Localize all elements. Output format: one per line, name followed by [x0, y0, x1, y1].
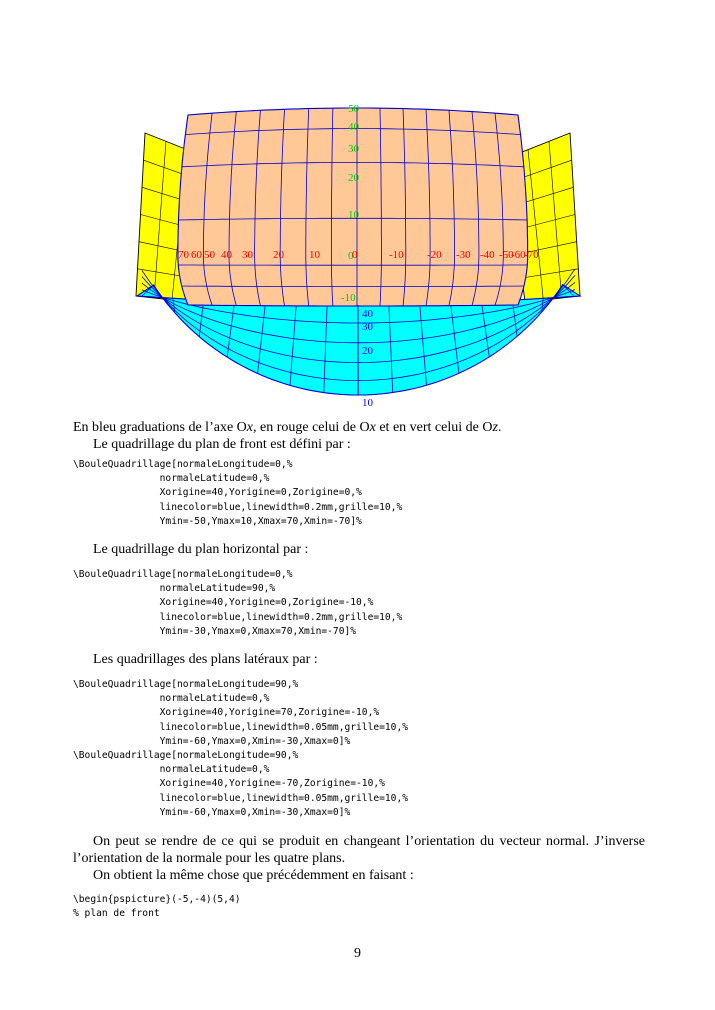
lateral-intro-block: [73, 651, 645, 668]
para-same: On obtient la même chose que précédemment en faisant :: [93, 868, 414, 883]
page-number: 9: [354, 946, 361, 961]
x-axis-label: 20: [273, 249, 284, 261]
x-axis-label: 60: [191, 249, 202, 261]
x-axis-label: 10: [309, 249, 320, 261]
x-axis-label: -60: [511, 249, 526, 261]
intro-text-d: .: [497, 420, 502, 435]
intro-text-b: , en rouge celui de O: [253, 420, 370, 435]
front-plane: [178, 108, 528, 306]
x-axis-label: -30: [456, 249, 471, 261]
y-axis-label: 40: [362, 308, 373, 320]
z-axis-label: 20: [348, 172, 359, 184]
var-x-2: x: [369, 420, 376, 435]
z-axis-label: 40: [348, 121, 359, 133]
intro-paragraph: [73, 419, 645, 453]
code-end: \begin{pspicture}(-5,-4)(5,4) % plan de front: [73, 894, 241, 920]
intro-text-a: En bleu graduations de l’axe O: [73, 420, 247, 435]
z-axis-label: 30: [348, 143, 359, 155]
y-axis-label: 30: [362, 321, 373, 333]
x-axis-label: -70: [524, 249, 539, 261]
x-axis-label: -40: [480, 249, 495, 261]
y-axis-label: 10: [362, 397, 373, 409]
front-intro: Le quadrillage du plan de front est défini par :: [93, 437, 351, 452]
z-axis-label: -10: [341, 292, 356, 304]
lateral-intro: Les quadrillages des plans latéraux par :: [93, 652, 318, 667]
z-axis-label: 0: [348, 250, 354, 262]
para-orientation: On peut se rendre de ce qui se produit en changeant l’orientation du vecteur normal. J’inverse l’orientation de la normale pour les quatre plans.: [73, 834, 645, 866]
code-lateral: \BouleQuadrillage[normaleLongitude=90,% normaleLatitude=0,% Xorigine=40,Yorigine=70,Zorigine=-10,% linecolor=blue,linewidth=0.05mm,grille=10,% Ymin=-60,Ymax=0,Xmin=-30,Xmax=0]% \BouleQuadrillage[normaleLongitude=90,% normaleLatitude=0,% Xorigine=40,Yorigine=-70,Zorigine=-10,% linecolor=blue,linewidth=0.05mm,grille=10,% Ymin=-60,Ymax=0,Xmin=-30,Xmax=0]%: [73, 679, 409, 818]
z-axis-label: 50: [348, 103, 359, 115]
code-front: \BouleQuadrillage[normaleLongitude=0,% normaleLatitude=0,% Xorigine=40,Yorigine=0,Zorigine=0,% linecolor=blue,linewidth=0.2mm,grille=10,% Ymin=-50,Ymax=10,Xmax=70,Xmin=-70]%: [73, 459, 403, 527]
x-axis-label: 0: [352, 249, 358, 261]
x-axis-label: 30: [242, 249, 253, 261]
x-axis-label: -10: [389, 249, 404, 261]
z-axis-label: 10: [348, 209, 359, 221]
x-axis-label: 70: [178, 249, 189, 261]
x-axis-label: 40: [221, 249, 232, 261]
code-horizontal: \BouleQuadrillage[normaleLongitude=0,% normaleLatitude=90,% Xorigine=40,Yorigine=0,Zorigine=-10,% linecolor=blue,linewidth=0.2mm,grille=10,% Ymin=-30,Ymax=0,Xmax=70,Xmin=-70]%: [73, 569, 403, 637]
y-axis-label: 20: [362, 345, 373, 357]
horizontal-intro: Le quadrillage du plan horizontal par :: [93, 542, 309, 557]
var-z: z: [492, 420, 498, 435]
var-x-1: x: [246, 420, 253, 435]
x-axis-label: -20: [427, 249, 442, 261]
x-axis-label: -50: [499, 249, 514, 261]
x-axis-label: 50: [204, 249, 215, 261]
orientation-paragraph: [73, 833, 645, 884]
horizontal-intro-block: [73, 541, 645, 558]
grid-figure: [0, 0, 715, 412]
intro-text-c: et en vert celui de O: [375, 420, 493, 435]
